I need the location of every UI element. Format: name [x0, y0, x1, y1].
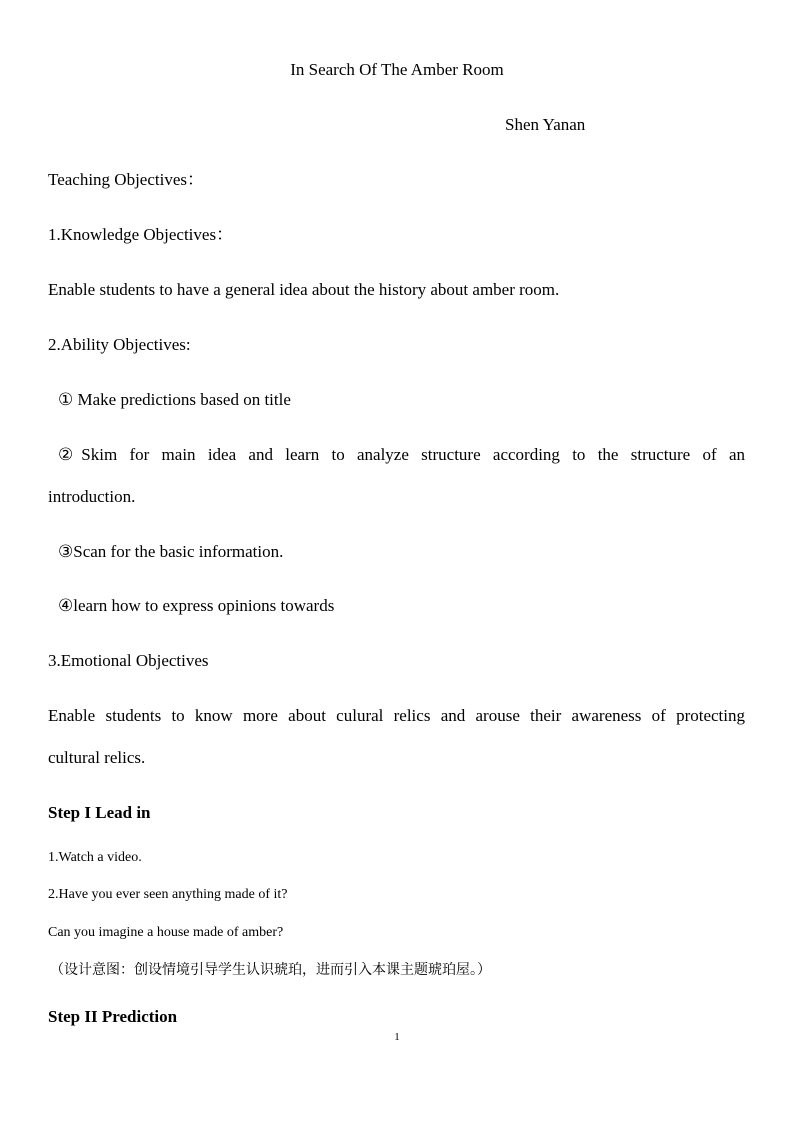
knowledge-objectives-heading: 1.Knowledge Objectives： [48, 225, 234, 244]
step1-item: Can you imagine a house made of amber? [48, 925, 284, 940]
page-number: 1 [394, 1031, 400, 1043]
ability-item: ②Skim for main idea and learn to analyze structure according to the structure of an [58, 445, 745, 464]
document-title: In Search Of The Amber Room [290, 60, 504, 79]
ability-item: ④learn how to express opinions towards [58, 596, 335, 615]
step1-item: 2.Have you ever seen anything made of it? [48, 887, 288, 902]
emotional-objectives-text-continuation: cultural relics. [48, 748, 146, 767]
step1-item: 1.Watch a video. [48, 850, 142, 865]
ability-item: ① Make predictions based on title [58, 390, 291, 409]
ability-item: ③Scan for the basic information. [58, 542, 284, 561]
ability-item-continuation: introduction. [48, 487, 136, 506]
design-note: （设计意图：创设情境引导学生认识琥珀，进而引入本课主题琥珀屋。） [50, 962, 491, 978]
emotional-objectives-text: Enable students to know more about culural relics and arouse their awareness of protecting [48, 706, 745, 725]
emotional-objectives-heading: 3.Emotional Objectives [48, 651, 209, 670]
document-author: Shen Yanan [505, 115, 586, 134]
teaching-objectives-heading: Teaching Objectives： [48, 170, 205, 189]
step1-heading: Step I Lead in [48, 803, 151, 822]
step2-heading: Step II Prediction [48, 1007, 178, 1026]
ability-objectives-heading: 2.Ability Objectives: [48, 335, 191, 354]
knowledge-objectives-text: Enable students to have a general idea about the history about amber room. [48, 280, 560, 299]
